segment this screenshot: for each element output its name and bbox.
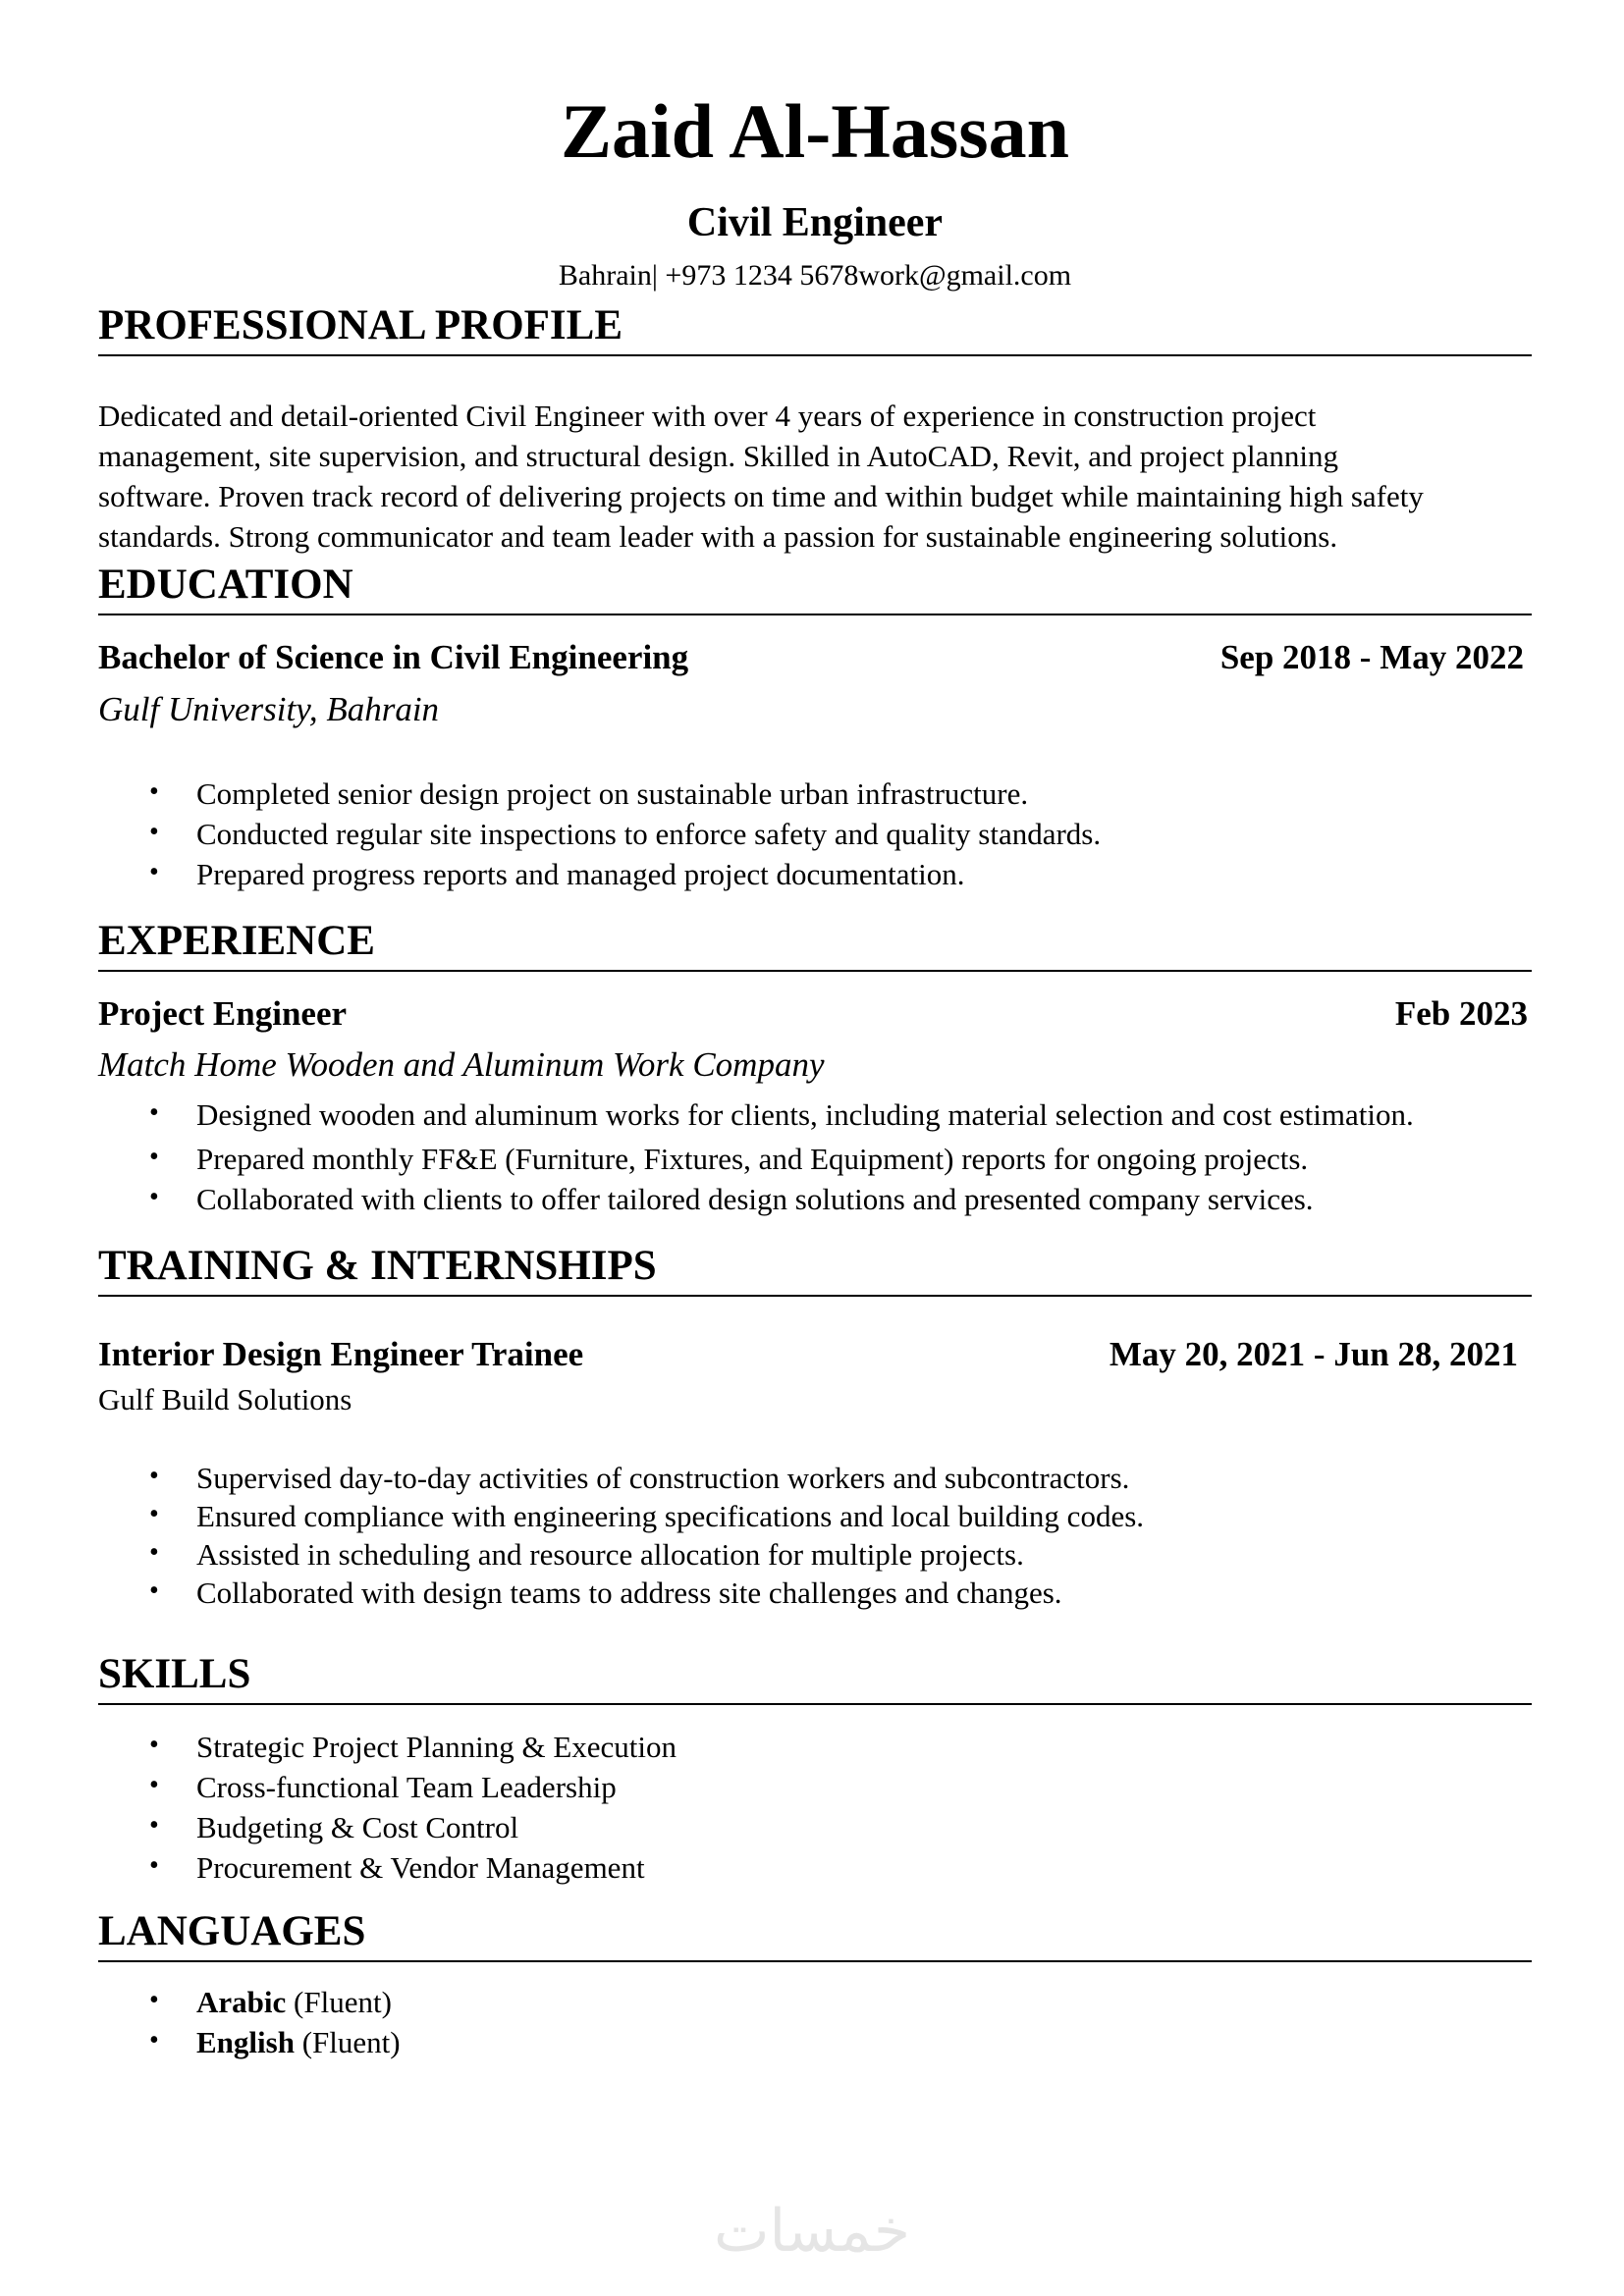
language-name: English <box>196 2025 295 2059</box>
section-heading-skills: SKILLS <box>98 1653 1532 1705</box>
section-heading-languages: LANGUAGES <box>98 1910 1532 1962</box>
watermark-logo: خمسات <box>713 2197 911 2266</box>
language-level: (Fluent) <box>294 1985 392 2019</box>
experience-bullets <box>98 1099 1532 1214</box>
list-item: • Completed senior design project on sustainable urban infrastructure. <box>98 778 1532 809</box>
job-title: Project Engineer <box>98 994 348 1033</box>
list-item: • Budgeting & Cost Control <box>98 1812 1532 1842</box>
degree-title: Bachelor of Science in Civil Engineering <box>98 638 689 676</box>
education-bullets <box>98 778 1532 889</box>
experience-dates: Feb 2023 <box>1394 994 1528 1033</box>
training-bullets <box>98 1463 1532 1608</box>
education-dates: Sep 2018 - May 2022 <box>1219 638 1524 676</box>
training-entry-header <box>98 1337 1518 1371</box>
profile-summary <box>98 396 1532 557</box>
list-item: • Designed wooden and aluminum works for clients, including material selection and cost estimation. <box>98 1099 1532 1130</box>
list-item: • Ensured compliance with engineering specifications and local building codes. <box>98 1501 1532 1531</box>
profile-line: standards. Strong communicator and team leader with a passion for sustainable engineering solutions. <box>98 519 1338 554</box>
list-item: • Prepared progress reports and managed project documentation. <box>98 859 1532 889</box>
profile-line: Dedicated and detail-oriented Civil Engineer with over 4 years of experience in construction project <box>98 399 1317 433</box>
language-item <box>98 2027 1532 2057</box>
skills-list <box>98 1732 1532 1883</box>
list-item: • Cross-functional Team Leadership <box>98 1772 1532 1802</box>
school-name: Gulf University, Bahrain <box>98 690 440 728</box>
languages-list <box>98 1987 1532 2057</box>
list-item: • Strategic Project Planning & Execution <box>98 1732 1532 1762</box>
section-heading-education: EDUCATION <box>98 563 1532 615</box>
list-item: • Prepared monthly FF&E (Furniture, Fixtures, and Equipment) reports for ongoing projects. <box>98 1144 1532 1174</box>
profile-line: software. Proven track record of delivering projects on time and within budget while maintaining high safety <box>98 479 1424 513</box>
list-item: • Assisted in scheduling and resource allocation for multiple projects. <box>98 1539 1532 1570</box>
candidate-name: Zaid Al-Hassan <box>560 88 1069 174</box>
language-level: (Fluent) <box>301 2025 401 2059</box>
trainee-title: Interior Design Engineer Trainee <box>98 1335 584 1373</box>
list-item: • Procurement & Vendor Management <box>98 1852 1532 1883</box>
profile-line: management, site supervision, and structural design. Skilled in AutoCAD, Revit, and project planning <box>98 439 1339 473</box>
experience-entry-header <box>98 996 1528 1031</box>
section-heading-profile: PROFESSIONAL PROFILE <box>98 304 1532 356</box>
list-item: • Collaborated with clients to offer tailored design solutions and presented company services. <box>98 1184 1532 1214</box>
language-item <box>98 1987 1532 2017</box>
training-company: Gulf Build Solutions <box>98 1382 352 1416</box>
education-entry-header <box>98 640 1524 674</box>
candidate-title: Civil Engineer <box>686 200 944 245</box>
list-item: • Collaborated with design teams to address site challenges and changes. <box>98 1577 1532 1608</box>
section-heading-experience: EXPERIENCE <box>98 920 1532 972</box>
training-dates: May 20, 2021 - Jun 28, 2021 <box>1109 1335 1518 1373</box>
language-name: Arabic <box>196 1985 287 2019</box>
list-item: • Supervised day-to-day activities of construction workers and subcontractors. <box>98 1463 1532 1493</box>
list-item: • Conducted regular site inspections to enforce safety and quality standards. <box>98 819 1532 849</box>
contact-line: Bahrain| +973 1234 5678work@gmail.com <box>558 259 1072 292</box>
company-name: Match Home Wooden and Aluminum Work Company <box>98 1045 825 1084</box>
section-heading-training: TRAINING & INTERNSHIPS <box>98 1245 1532 1297</box>
